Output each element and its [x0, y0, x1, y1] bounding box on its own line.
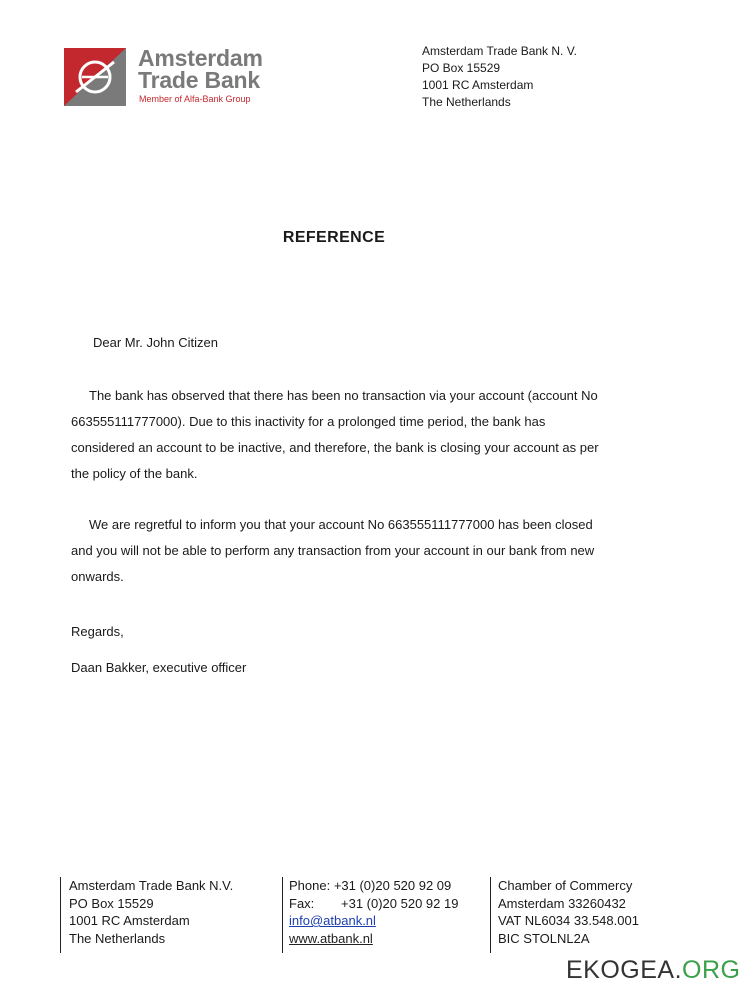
- email-link[interactable]: info@atbank.nl: [289, 913, 376, 928]
- footer-address: [60, 877, 233, 953]
- footer-registration-line: Amsterdam 33260432: [498, 895, 626, 911]
- footer-fax: [289, 895, 458, 913]
- header-address: [422, 43, 577, 111]
- paragraph-1-text: The bank has observed that there has been no transaction via your account (account No 663555111777000). Due to this inactivity for a prolonged time period, the bank has considered an account to be inactive, and therefore, the bank is closing your account as per the policy of the bank.: [71, 388, 599, 481]
- footer-registration-line: Chamber of Commercy: [498, 878, 633, 893]
- letter-salutation: Dear Mr. John Citizen: [93, 335, 218, 350]
- header-address-line: PO Box 15529: [422, 61, 501, 75]
- website-link[interactable]: www.atbank.nl: [289, 930, 373, 946]
- logo-name-line1: Amsterdam: [138, 45, 263, 71]
- footer-contact: [282, 877, 458, 953]
- bank-logo: [64, 46, 274, 108]
- footer-registration: [490, 877, 639, 953]
- footer-phone: Phone: +31 (0)20 520 92 09: [289, 878, 452, 893]
- footer-address-line: 1001 RC Amsterdam: [69, 913, 190, 928]
- fax-value: +31 (0)20 520 92 19: [341, 895, 459, 911]
- watermark-suffix: ORG: [682, 956, 741, 984]
- letter-signer: Daan Bakker, executive officer: [71, 660, 247, 675]
- letter-paragraph-2: [71, 512, 601, 590]
- watermark-main: EKOGEA.: [566, 956, 683, 984]
- letter-paragraph-1: [71, 383, 601, 487]
- footer-address-line: Amsterdam Trade Bank N.V.: [69, 878, 234, 893]
- fax-label: Fax:: [289, 895, 315, 911]
- site-watermark: [566, 956, 741, 985]
- logo-name-line2: Trade Bank: [138, 67, 260, 93]
- header-address-line: The Netherlands: [422, 95, 511, 109]
- header-address-line: Amsterdam Trade Bank N. V.: [422, 44, 577, 58]
- paragraph-2-text: We are regretful to inform you that your account No 663555111777000 has been closed and you will not be able to perform any transaction from your account in our bank from new onwards.: [71, 517, 595, 584]
- logo-tagline: Member of Alfa-Bank Group: [139, 94, 251, 104]
- footer-registration-line: BIC STOLNL2A: [498, 930, 590, 946]
- footer-address-line: The Netherlands: [69, 930, 166, 946]
- header-address-line: 1001 RC Amsterdam: [422, 78, 534, 92]
- footer-address-line: PO Box 15529: [69, 895, 154, 911]
- letter-closing: Regards,: [71, 624, 124, 639]
- letter-title: REFERENCE: [282, 229, 386, 246]
- bank-emblem-icon: [64, 48, 126, 106]
- footer-registration-line: VAT NL6034 33.548.001: [498, 913, 639, 928]
